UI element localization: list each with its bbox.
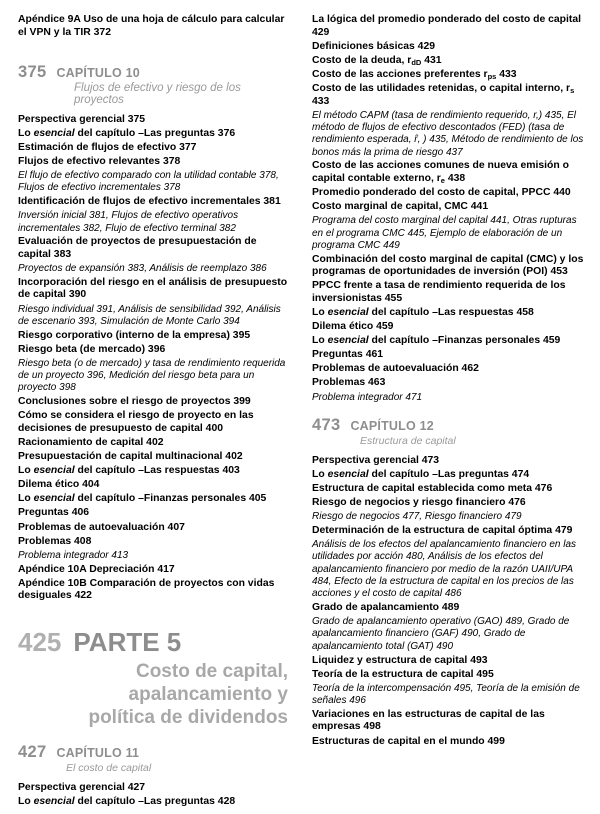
toc-entry[interactable]: Riesgo beta (de mercado) 396 [18, 343, 166, 355]
toc-entry[interactable]: Preguntas 406 [18, 507, 90, 519]
toc-entry-prefix: Lo [18, 795, 34, 807]
chapter-heading-row [18, 63, 290, 82]
toc-entry[interactable]: Riesgo de negocios y riesgo financiero 476 [312, 497, 526, 509]
toc-entry[interactable]: Problemas 463 [312, 377, 386, 389]
toc-entry-suffix: del capítulo –Finanzas personales 459 [368, 335, 561, 347]
toc-entry-suffix: del capítulo –Las preguntas 474 [368, 468, 530, 480]
toc-entry[interactable]: Estructuras de capital en el mundo 499 [312, 735, 505, 747]
toc-entry[interactable]: Perspectiva gerencial 375 [18, 113, 146, 125]
chapter-heading[interactable] [18, 743, 290, 774]
chapter-label: CAPÍTULO 11 [56, 745, 140, 760]
toc-entry[interactable]: Grado de apalancamiento 489 [312, 602, 460, 614]
toc-entry-prefix: Lo [312, 468, 328, 480]
toc-entry-suffix: del capítulo –Las preguntas 428 [74, 795, 236, 807]
toc-entry[interactable]: Conclusiones sobre el riesgo de proyectos 399 [18, 396, 251, 408]
toc-entry[interactable]: Promedio ponderado del costo de capital, PPCC 440 [312, 187, 571, 199]
toc-entry[interactable] [312, 83, 584, 108]
toc-subentry[interactable]: Proyectos de expansión 383, Análisis de reemplazo 386 [18, 263, 267, 275]
toc-entry[interactable] [312, 160, 584, 185]
toc-entry[interactable] [312, 335, 584, 348]
toc-entry[interactable]: Dilema ético 404 [18, 479, 100, 491]
chapter-label: CAPÍTULO 10 [56, 65, 140, 80]
toc-subentry[interactable]: Problema integrador 413 [18, 549, 129, 561]
toc-subentry[interactable]: Riesgo de negocios 477, Riesgo financiero 479 [312, 511, 522, 523]
chapter-title: Flujos de efectivo y riesgo de los proyectos [74, 81, 241, 106]
toc-entry-prefix: Lo [18, 493, 34, 505]
toc-entry[interactable]: Apéndice 9A Uso de una hoja de cálculo para calcular el VPN y la TIR 372 [18, 14, 285, 38]
toc-subentry[interactable]: Riesgo beta (o de mercado) y tasa de rendimiento requerida de un proyecto 396, Medición del riesgo beta para un proyecto 398 [18, 357, 286, 394]
chapter-title: El costo de capital [66, 761, 152, 774]
toc-entry-suffix: del capítulo –Finanzas personales 405 [74, 493, 267, 505]
toc-subentry[interactable]: El flujo de efectivo comparado con la utilidad contable 378, Flujos de efectivo incrementales 378 [18, 170, 279, 194]
toc-left-column [18, 14, 290, 807]
toc-columns [18, 14, 584, 807]
part-subtitle-line: apalancamiento y [128, 683, 288, 705]
toc-entry[interactable]: La lógica del promedio ponderado del costo de capital 429 [312, 14, 582, 38]
toc-entry-subscript: dD [411, 57, 422, 67]
toc-entry[interactable] [18, 796, 290, 809]
toc-entry[interactable]: Flujos de efectivo relevantes 378 [18, 155, 181, 167]
toc-entry-subscript: e [440, 175, 445, 185]
toc-entry[interactable]: Liquidez y estructura de capital 493 [312, 654, 488, 666]
toc-entry[interactable]: Apéndice 10B Comparación de proyectos con vidas desiguales 422 [18, 577, 275, 602]
toc-entry[interactable]: Dilema ético 459 [312, 321, 394, 333]
toc-entry[interactable]: Teoría de la estructura de capital 495 [312, 668, 494, 680]
toc-entry[interactable] [18, 128, 290, 141]
toc-entry-emphasis: esencial [33, 465, 75, 477]
toc-entry[interactable] [312, 307, 584, 320]
toc-entry[interactable]: Problemas de autoevaluación 462 [312, 363, 479, 375]
chapter-heading[interactable] [18, 63, 290, 106]
part-heading-row [18, 627, 290, 658]
toc-entry-subscript: s [570, 85, 575, 95]
toc-subentry[interactable]: Riesgo individual 391, Análisis de sensibilidad 392, Análisis de escenario 393, Simulación de Monte Carlo 394 [18, 303, 281, 327]
toc-entry[interactable]: Identificación de flujos de efectivo incrementales 381 [18, 196, 281, 208]
toc-entry[interactable]: Problemas de autoevaluación 407 [18, 521, 185, 533]
toc-entry[interactable] [312, 55, 584, 68]
toc-subentry[interactable]: Grado de apalancamiento operativo (GAO) 489, Grado de apalancamiento financiero (GAF) 490, Grado de apalancamiento total (GAT) 490 [312, 616, 570, 652]
toc-entry[interactable]: Apéndice 10A Depreciación 417 [18, 563, 175, 575]
chapter-title: Estructura de capital [360, 434, 456, 447]
toc-entry[interactable] [18, 465, 290, 478]
spacer [18, 41, 290, 51]
toc-entry[interactable]: PPCC frente a tasa de rendimiento requerida de los inversionistas 455 [312, 280, 566, 304]
toc-subentry[interactable]: Problema integrador 471 [312, 391, 423, 403]
toc-entry[interactable]: Combinación del costo marginal de capital (CMC) y los programas de oportunidades de inversión (POI) 453 [312, 253, 584, 278]
toc-right-column [312, 14, 584, 804]
toc-entry-suffix: 431 [421, 54, 442, 66]
toc-entry[interactable]: Presupuestación de capital multinacional 402 [18, 451, 243, 463]
part-page-number: 425 [18, 626, 62, 657]
toc-entry-prefix: Lo [18, 465, 34, 477]
toc-entry[interactable]: Perspectiva gerencial 427 [18, 781, 146, 793]
part-heading[interactable] [18, 627, 290, 729]
toc-entry[interactable]: Problemas 408 [18, 535, 92, 547]
chapter-heading-row [18, 743, 290, 762]
toc-entry[interactable]: Cómo se considera el riesgo de proyecto en las decisiones de presupuesto de capital 400 [18, 410, 254, 434]
chapter-page-number: 427 [18, 742, 47, 761]
toc-entry[interactable]: Estructura de capital establecida como meta 476 [312, 483, 553, 495]
toc-entry[interactable]: Estimación de flujos de efectivo 377 [18, 141, 197, 153]
toc-entry[interactable] [312, 69, 584, 82]
toc-entry[interactable] [312, 469, 584, 482]
toc-entry[interactable]: Preguntas 461 [312, 349, 384, 361]
toc-entry[interactable]: Determinación de la estructura de capital óptima 479 [312, 525, 573, 537]
toc-entry[interactable]: Variaciones en las estructuras de capital de las empresas 498 [312, 708, 545, 733]
toc-entry-suffix: 433 [312, 95, 330, 107]
toc-entry[interactable]: Evaluación de proyectos de presupuestación de capital 383 [18, 236, 257, 260]
toc-entry[interactable] [18, 493, 290, 506]
toc-entry[interactable]: Definiciones básicas 429 [312, 40, 436, 52]
toc-entry[interactable]: Riesgo corporativo (interno de la empresa) 395 [18, 329, 251, 341]
toc-entry-suffix: del capítulo –Las respuestas 458 [368, 306, 534, 318]
toc-entry-suffix: del capítulo –Las respuestas 403 [74, 465, 240, 477]
part-label: PARTE 5 [73, 626, 182, 657]
toc-subentry[interactable]: El método CAPM (tasa de rendimiento requerido, r,) 435, El método de flujos de efectivo descontados (FED) (tasa de rendimiento esperada, ȓ, ) 435, Método de rendimiento de los bonos más la prima de riesgo 437 [312, 109, 584, 158]
chapter-label: CAPÍTULO 12 [350, 418, 434, 433]
toc-entry-suffix: del capítulo –Las preguntas 376 [74, 127, 236, 139]
part-subtitle [18, 660, 290, 729]
toc-entry-prefix: Costo de las utilidades retenidas, o capital interno, r [312, 82, 571, 94]
toc-entry[interactable]: Costo marginal de capital, CMC 441 [312, 201, 489, 213]
toc-entry-prefix: Costo de las acciones preferentes r [312, 68, 488, 80]
toc-entry-suffix: 433 [496, 68, 517, 80]
toc-entry-emphasis: esencial [327, 306, 369, 318]
toc-entry-prefix: Lo [312, 335, 328, 347]
toc-subentry[interactable]: Análisis de los efectos del apalancamiento financiero en las utilidades por acción 480, Análisis de los efectos del apalancamiento financiero por medio de la razón UAII/UPA 484, Efecto de la estructura de capital en los precios de las acciones y el costo de capital 486 [312, 539, 577, 600]
toc-entry-suffix: 438 [444, 172, 466, 184]
toc-subentry[interactable]: Inversión inicial 381, Flujos de efectivo operativos incrementales 382, Flujo de efectivo terminal 382 [18, 210, 239, 234]
toc-entry-prefix: Lo [312, 306, 328, 318]
chapter-heading[interactable] [312, 416, 584, 447]
toc-subentry[interactable]: Teoría de la intercompensación 495, Teoría de la emisión de señales 496 [312, 682, 580, 707]
toc-entry[interactable]: Perspectiva gerencial 473 [312, 454, 440, 466]
toc-entry-emphasis: esencial [327, 468, 369, 480]
toc-entry-emphasis: esencial [327, 335, 369, 347]
toc-entry[interactable]: Racionamiento de capital 402 [18, 436, 164, 448]
chapter-heading-row [312, 416, 584, 435]
toc-entry[interactable]: Incorporación del riesgo en el análisis de presupuesto de capital 390 [18, 276, 288, 301]
toc-entry-prefix: Costo de la deuda, r [312, 54, 412, 66]
toc-entry-emphasis: esencial [33, 795, 75, 807]
part-subtitle-line: Costo de capital, [135, 660, 288, 682]
toc-entry-emphasis: esencial [33, 127, 75, 139]
toc-entry-subscript: ps [487, 71, 497, 81]
toc-entry-prefix: Lo [18, 127, 34, 139]
chapter-page-number: 473 [312, 415, 341, 434]
part-subtitle-line: política de dividendos [88, 706, 288, 728]
toc-entry-emphasis: esencial [33, 493, 75, 505]
chapter-page-number: 375 [18, 62, 47, 81]
toc-entry-prefix: Costo de las acciones comunes de nueva emisión o capital contable externo, r [312, 160, 569, 184]
toc-subentry[interactable]: Programa del costo marginal del capital 441, Otras rupturas en el programa CMC 445, Ejemplo de elaboración de un programa CMC 449 [312, 215, 577, 251]
